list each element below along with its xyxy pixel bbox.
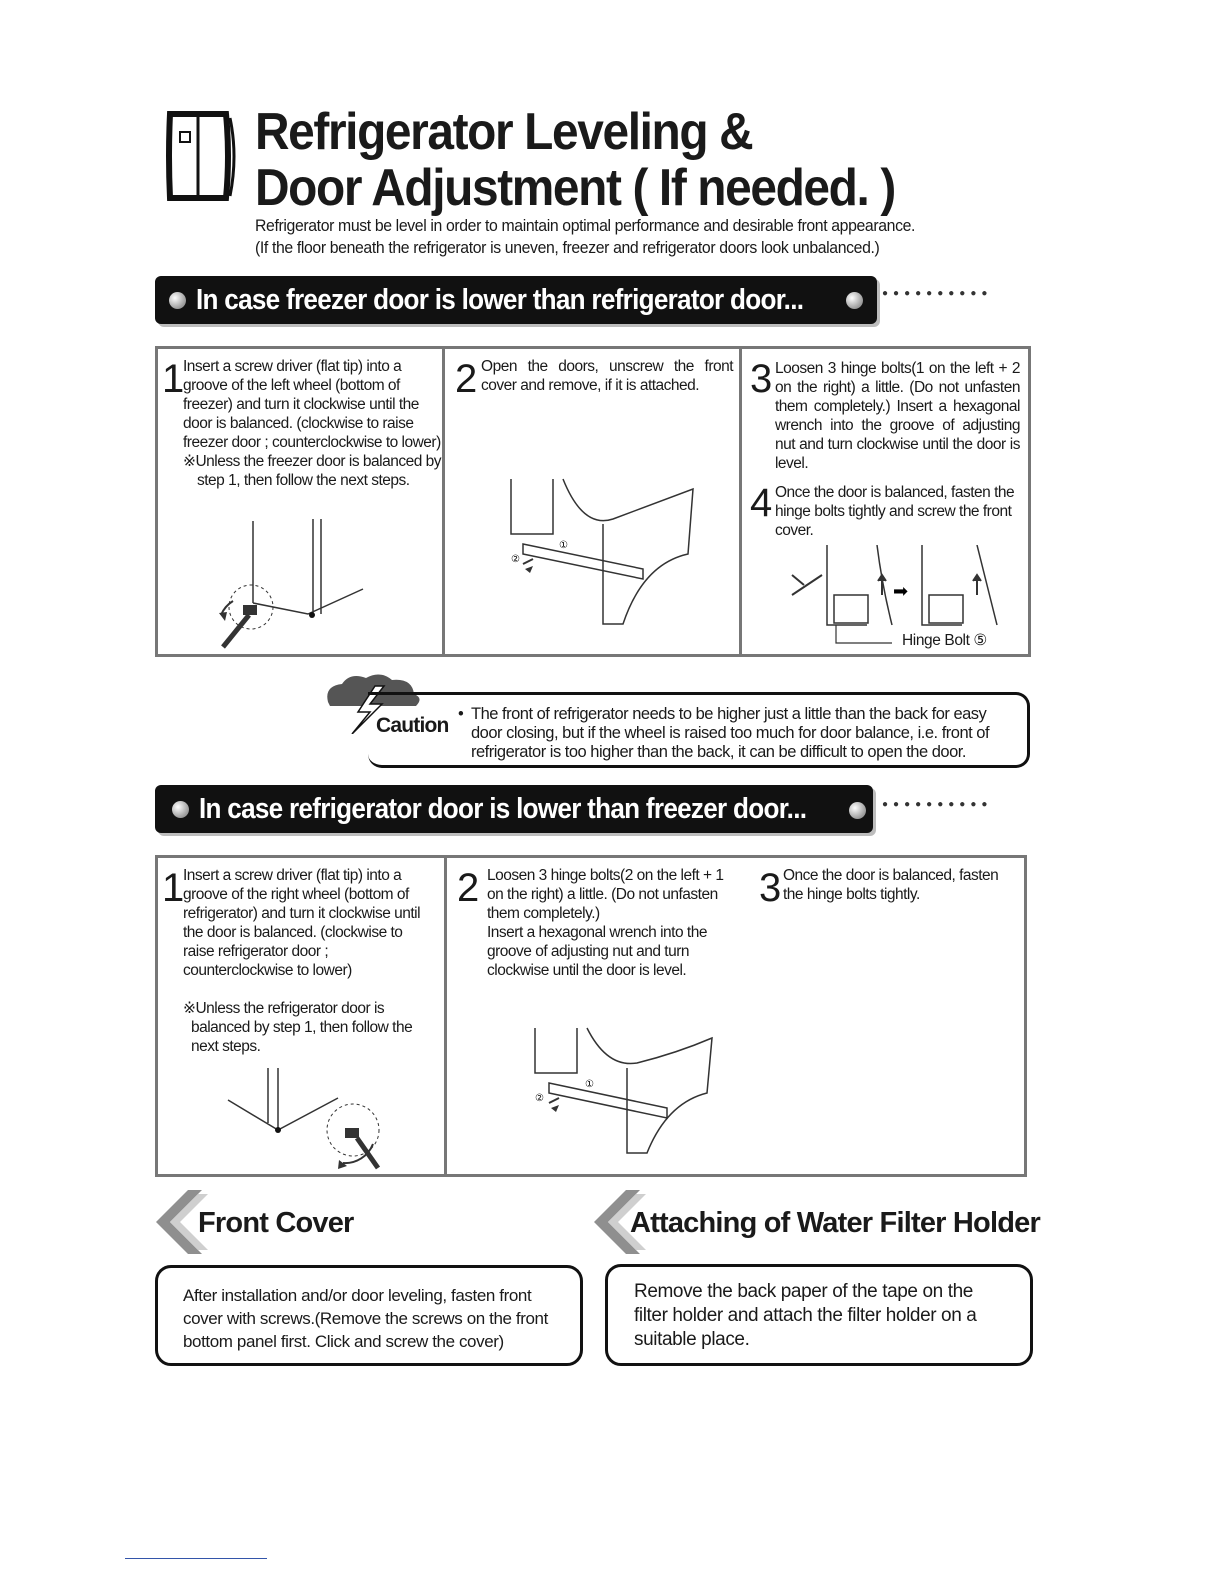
water-filter-box [605,1264,1033,1366]
front-cover-box [155,1265,583,1366]
callout-2: ② [535,1093,544,1104]
step-text: Loosen 3 hinge bolts(1 on the left + 2 on the right) a little. (Do not unfasten them completely.) Insert a hexagonal wrench into the groove of adjusting nut and turn clockwise until the door is level. [774,360,1020,472]
caution-box [368,692,1030,768]
step-2 [445,349,742,654]
step-text: Insert a screw driver (flat tip) into a groove of the left wheel (bottom of freezer) and turn it clockwise until the door is balanced. (clockwise to raise freezer door ; counterclockwise to lower) [183,358,441,451]
bullet-icon [172,801,189,818]
step-2-3 [447,858,1024,1174]
bullet-icon [849,802,866,819]
intro-text: Refrigerator must be level in order to maintain optimal performance and desirable front appearance. (If the floor beneath the refrigerator is uneven, freezer and refrigerator doors look unbalanced.) [255,216,916,257]
step-number: 4 [749,481,773,525]
hinge-bolt-label: Hinge Bolt ⑤ [901,632,987,649]
bullet-icon [846,292,863,309]
front-cover-heading: Front Cover [198,1207,354,1239]
step-text: Open the doors, unscrew the front cover and remove, if it is attached. [481,358,734,394]
section1-steps [155,346,1031,657]
step-number: 1 [162,866,185,910]
step-text: Insert a screw driver (flat tip) into a groove of the right wheel (bottom of refrigerator) and turn it clockwise until the door is balanced. (clockwise to raise refrigerator door ; counterclockwise to lower) [183,867,421,979]
page-title: Refrigerator Leveling & Door Adjustment ( If needed. ) [255,103,895,217]
footer-rule [125,1558,267,1559]
callout-1: ① [585,1079,594,1090]
refrigerator-wheel-illustration [223,1068,393,1178]
step-text: Once the door is balanced, fasten the hinge bolts tightly and screw the front cover. [774,484,1015,539]
caution-bullet: • [458,705,464,723]
water-filter-text: Remove the back paper of the tape on the filter holder and attach the filter holder on a suitable place. [634,1281,977,1350]
arrow-right-icon: ➡ [892,581,909,602]
freezer-wheel-illustration [213,519,373,649]
bullet-icon [169,292,186,309]
front-cover-illustration [503,474,703,654]
dotted-leader: ●●●●●●●●●● [882,288,993,299]
callout-1: ① [559,540,568,551]
step-1 [158,349,445,654]
step-note: ※Unless the freezer door is balanced by step 1, then follow the next steps. [183,453,441,489]
caution-label: Caution [376,714,449,737]
step-3-4 [742,349,1028,654]
front-cover-text: After installation and/or door leveling, fasten front cover with screws.(Remove the screws on the front bottom panel first. Click and screw the cover) [183,1286,548,1351]
step-number: 2 [457,866,480,910]
step-1 [158,858,447,1174]
step-number: 3 [749,357,773,401]
step-text: Loosen 3 hinge bolts(2 on the left + 1 on the right) a little. (Do not unfasten them completely.) [487,867,724,922]
step-number: 2 [455,357,478,401]
refrigerator-icon [160,106,242,206]
dotted-leader: ●●●●●●●●●● [882,799,993,810]
callout-2: ② [511,554,520,565]
water-filter-heading: Attaching of Water Filter Holder [630,1207,1040,1239]
section2-steps [155,855,1027,1177]
section1-banner: In case freezer door is lower than refrigerator door... [155,276,877,324]
step-number: 3 [759,866,782,910]
section2-banner: In case refrigerator door is lower than freezer door... [155,785,873,833]
step-text: Once the door is balanced, fasten the hinge bolts tightly. [783,867,999,903]
step-note: ※Unless the refrigerator door is balanced by step 1, then follow the next steps. [183,1000,413,1055]
step-text: Insert a hexagonal wrench into the groove of adjusting nut and turn clockwise until the door is level. [487,924,707,979]
caution-text: The front of refrigerator needs to be higher just a little than the back for easy door closing, but if the wheel is raised too much for door balance, i.e. front of refrigerator is too higher than the back, it can be difficult to open the door. [471,705,990,761]
step-number: 1 [162,357,185,401]
front-cover-illustration [527,1023,717,1173]
